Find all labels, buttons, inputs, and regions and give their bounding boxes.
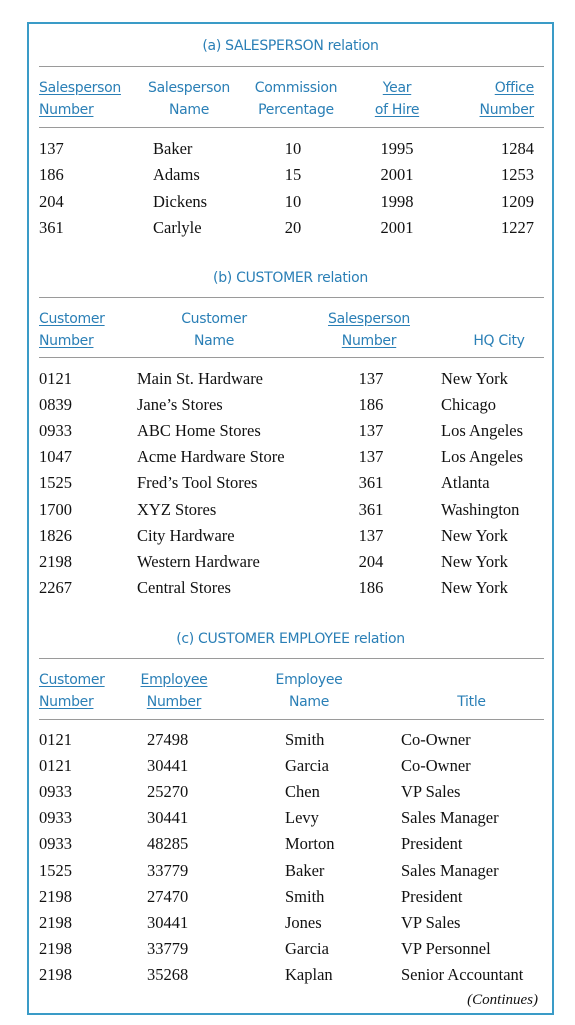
- salesperson-header-cell: Year of Hire: [374, 80, 420, 118]
- table-cell: Co-Owner: [401, 756, 471, 776]
- divider: [39, 719, 544, 720]
- table-cell: 361: [358, 499, 384, 519]
- table-cell: New York: [441, 577, 508, 597]
- table-cell: 137: [39, 139, 64, 158]
- table-cell: 0933: [39, 782, 72, 802]
- table-cell: Jones: [285, 912, 322, 932]
- table-cell: New York: [441, 551, 508, 571]
- table-cell: Los Angeles: [441, 421, 524, 441]
- table-cell: 361: [39, 217, 64, 237]
- table-row: [29, 215, 552, 241]
- divider: [39, 127, 544, 128]
- table-cell: Acme Hardware Store: [137, 447, 285, 467]
- table-row: [29, 858, 552, 884]
- table-cell: 48285: [147, 834, 189, 854]
- table-cell: 204: [358, 551, 384, 571]
- table-cell: 1209: [501, 191, 534, 211]
- customer-header-cell: Customer Number: [39, 311, 105, 349]
- table-cell: 1525: [39, 860, 72, 880]
- table-cell: Fred’s Tool Stores: [137, 473, 258, 493]
- table-cell: 0933: [39, 421, 72, 441]
- customer-employee-header-cell: Title: [457, 694, 486, 710]
- table-row: [29, 497, 552, 523]
- table-cell: ABC Home Stores: [137, 421, 261, 441]
- table-cell: 1998: [380, 191, 414, 211]
- table-cell: 30441: [147, 808, 189, 828]
- table-cell: Adams: [153, 165, 200, 185]
- table-cell: 2001: [380, 217, 414, 237]
- table-cell: Carlyle: [153, 217, 202, 237]
- table-cell: City Hardware: [137, 525, 235, 545]
- table-cell: Garcia: [285, 756, 329, 776]
- divider: [39, 297, 544, 298]
- customer-header-cell: Customer Name: [181, 311, 247, 349]
- table-cell: 2198: [39, 912, 72, 932]
- table-cell: Washington: [441, 499, 520, 519]
- table-cell: 0933: [39, 834, 72, 854]
- table-cell: VP Sales: [401, 782, 461, 802]
- table-cell: 204: [39, 191, 64, 211]
- table-cell: Smith: [285, 730, 325, 749]
- table-cell: 137: [358, 421, 384, 441]
- table-row: [29, 962, 552, 988]
- table-cell: Western Hardware: [137, 551, 260, 571]
- table-row: [29, 575, 552, 601]
- table-cell: 33779: [147, 860, 189, 880]
- table-cell: Levy: [285, 808, 319, 828]
- table-cell: 0121: [39, 369, 72, 388]
- table-cell: Sales Manager: [401, 808, 499, 828]
- table-cell: Atlanta: [441, 473, 490, 493]
- table-row: [29, 936, 552, 962]
- table-row: [29, 727, 552, 753]
- table-cell: 2198: [39, 551, 72, 571]
- table-cell: VP Sales: [401, 912, 461, 932]
- table-cell: Chicago: [441, 395, 496, 415]
- table-cell: 186: [358, 577, 384, 597]
- customer-caption: (b) CUSTOMER relation: [213, 270, 368, 286]
- table-cell: Sales Manager: [401, 860, 499, 880]
- table-cell: Kaplan: [285, 964, 333, 984]
- table-cell: 35268: [147, 964, 189, 984]
- table-cell: 1227: [501, 217, 534, 237]
- table-row: [29, 136, 552, 162]
- table-cell: Los Angeles: [441, 447, 524, 467]
- table-cell: Smith: [285, 886, 325, 906]
- table-cell: Morton: [285, 834, 335, 854]
- table-cell: 1253: [501, 165, 534, 185]
- divider: [39, 66, 544, 67]
- table-cell: 0933: [39, 808, 72, 828]
- table-cell: XYZ Stores: [137, 499, 217, 519]
- table-cell: 361: [358, 473, 384, 493]
- table-cell: 27498: [147, 730, 189, 749]
- table-cell: VP Personnel: [401, 938, 491, 958]
- salesperson-header-cell: Salesperson Name: [148, 80, 230, 118]
- table-cell: Chen: [285, 782, 320, 802]
- table-row: [29, 444, 552, 470]
- table-cell: 10: [284, 191, 302, 211]
- table-cell: Co-Owner: [401, 730, 471, 749]
- table-row: [29, 470, 552, 496]
- table-cell: 2198: [39, 886, 72, 906]
- table-cell: Senior Accountant: [401, 964, 524, 984]
- salesperson-header-cell: Commission Percentage: [254, 80, 338, 118]
- table-cell: 1284: [501, 139, 534, 158]
- customer-employee-header-cell: Customer Number: [39, 672, 105, 710]
- customer-employee-header-cell: Employee Name: [275, 672, 343, 710]
- table-row: [29, 779, 552, 805]
- table-row: [29, 523, 552, 549]
- table-row: [29, 162, 552, 188]
- table-cell: 0121: [39, 730, 72, 749]
- table-row: [29, 392, 552, 418]
- table-cell: 1525: [39, 473, 72, 493]
- table-cell: Dickens: [153, 191, 208, 211]
- table-cell: 33779: [147, 938, 189, 958]
- table-cell: 0121: [39, 756, 72, 776]
- table-cell: 186: [358, 395, 384, 415]
- table-cell: 2001: [380, 165, 414, 185]
- table-row: [29, 805, 552, 831]
- customer-employee-caption: (c) CUSTOMER EMPLOYEE relation: [176, 631, 405, 647]
- table-row: [29, 831, 552, 857]
- table-cell: 2198: [39, 938, 72, 958]
- salesperson-header-cell: Salesperson Number: [39, 80, 121, 118]
- table-row: [29, 418, 552, 444]
- continues-note: (Continues): [467, 992, 538, 1008]
- table-cell: 30441: [147, 912, 189, 932]
- relations-figure: [27, 22, 554, 1015]
- table-cell: 20: [284, 217, 302, 237]
- table-cell: 137: [358, 525, 384, 545]
- table-cell: 186: [39, 165, 64, 185]
- table-row: [29, 753, 552, 779]
- table-cell: Baker: [153, 139, 193, 158]
- table-cell: 1047: [39, 447, 72, 467]
- salesperson-caption: (a) SALESPERSON relation: [202, 38, 379, 54]
- table-cell: 27470: [147, 886, 189, 906]
- table-cell: 1826: [39, 525, 72, 545]
- table-cell: 0839: [39, 395, 72, 415]
- table-cell: Garcia: [285, 938, 329, 958]
- table-cell: New York: [441, 369, 508, 388]
- table-row: [29, 910, 552, 936]
- customer-header-cell: HQ City: [473, 333, 525, 349]
- table-cell: 25270: [147, 782, 189, 802]
- table-cell: Jane’s Stores: [137, 395, 223, 415]
- table-cell: President: [401, 886, 463, 906]
- table-cell: Central Stores: [137, 577, 231, 597]
- table-cell: 15: [284, 165, 302, 185]
- table-cell: 2267: [39, 577, 72, 597]
- customer-employee-header-cell: Employee Number: [140, 672, 208, 710]
- table-cell: 2198: [39, 964, 72, 984]
- table-cell: 1700: [39, 499, 72, 519]
- table-cell: Main St. Hardware: [137, 369, 264, 388]
- table-cell: 137: [358, 447, 384, 467]
- table-row: [29, 366, 552, 392]
- customer-header-cell: Salesperson Number: [328, 311, 410, 349]
- table-cell: President: [401, 834, 463, 854]
- divider: [39, 658, 544, 659]
- table-cell: 10: [284, 139, 302, 158]
- table-cell: Baker: [285, 860, 325, 880]
- table-cell: 30441: [147, 756, 189, 776]
- table-row: [29, 189, 552, 215]
- table-cell: New York: [441, 525, 508, 545]
- table-row: [29, 884, 552, 910]
- table-cell: 137: [358, 369, 384, 388]
- divider: [39, 357, 544, 358]
- salesperson-header-cell: Office Number: [479, 80, 534, 118]
- table-cell: 1995: [380, 139, 414, 158]
- table-row: [29, 549, 552, 575]
